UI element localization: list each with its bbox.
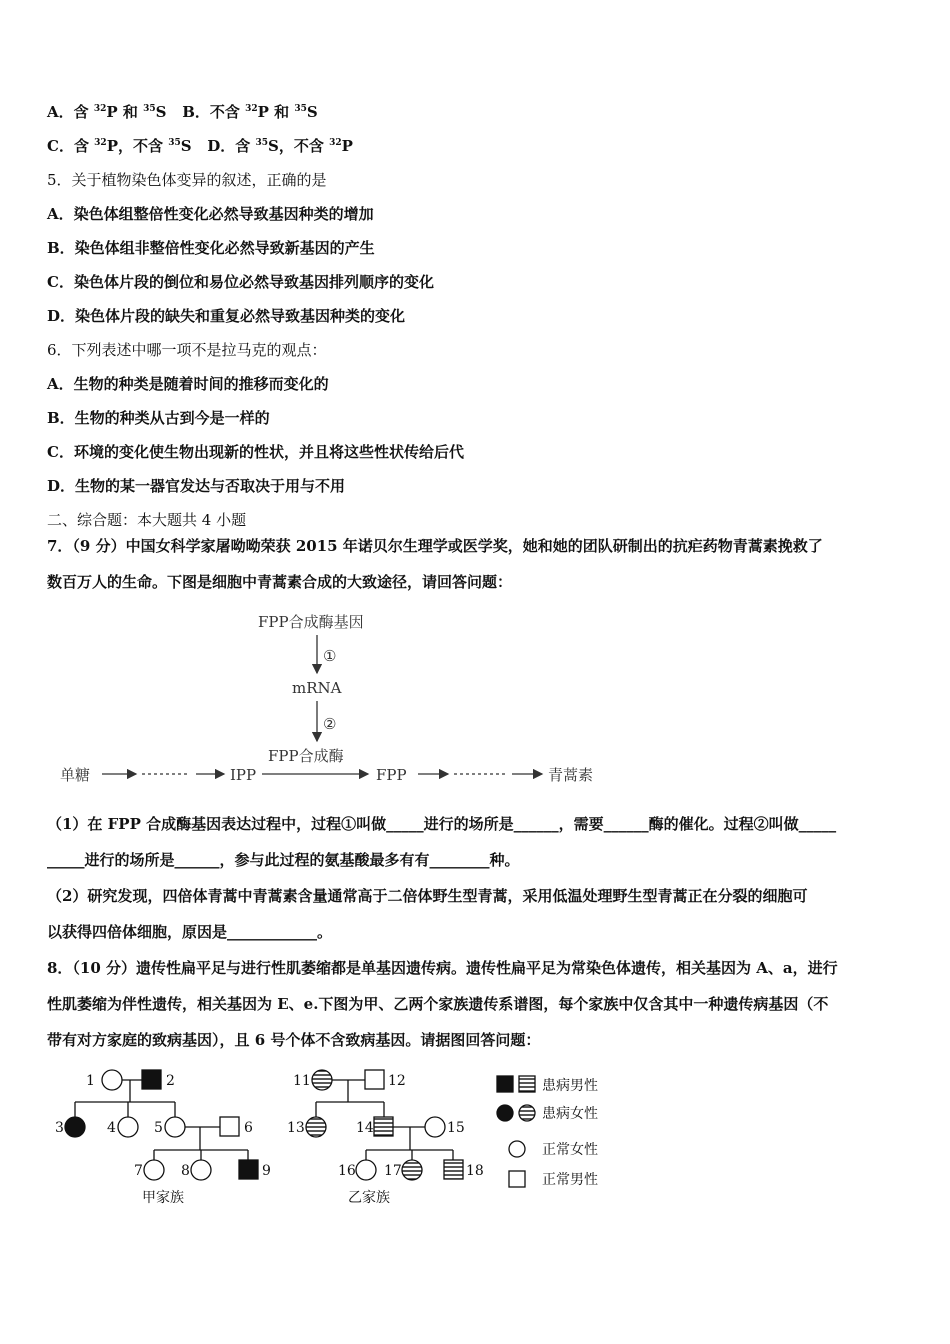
sup: 32 (94, 138, 107, 148)
label-8: 8 (181, 1163, 190, 1179)
text: S (306, 103, 318, 121)
q6-option-c: C．环境的变化使生物出现新的性状，并且将这些性状传给后代 (47, 443, 464, 461)
q7-sub1-line1: （1）在 FPP 合成酶基因表达过程中，过程①叫做_____进行的场所是______，需要______酶的催化。过程②叫做_____ (47, 815, 837, 833)
q6-option-b: B．生物的种类从古到今是一样的 (47, 409, 270, 427)
artemisinin-pathway-diagram (40, 605, 640, 795)
gene-label: FPP合成酶基因 (258, 613, 364, 631)
text: S (180, 137, 192, 155)
individual-15 (425, 1117, 445, 1137)
text: P，不含 (106, 137, 169, 155)
sup: 35 (294, 104, 307, 114)
individual-16 (356, 1160, 376, 1180)
q6-stem: 6．下列表述中哪一项不是拉马克的观点： (47, 341, 327, 359)
q4-options-line2 (47, 136, 353, 156)
section-heading: 二、综合题：本大题共 4 小题 (47, 511, 247, 529)
individual-12 (365, 1070, 384, 1089)
label-6: 6 (244, 1120, 253, 1136)
label-7: 7 (134, 1163, 143, 1179)
label-12: 12 (388, 1073, 406, 1089)
legend-normal-male-label: 正常男性 (542, 1172, 598, 1188)
label-13: 13 (287, 1120, 305, 1136)
q7-line2: 数百万人的生命。下图是细胞中青蒿素合成的大致途径，请回答问题： (47, 573, 513, 591)
individual-4 (118, 1117, 138, 1137)
q7-sub2-line1: （2）研究发现，四倍体青蒿中青蒿素含量通常高于二倍体野生型青蒿，采用低温处理野生型青蒿正在分裂的细胞可 (47, 887, 808, 905)
sup: 32 (329, 138, 342, 148)
q7-sub2-line2: 以获得四倍体细胞，原因是____________。 (47, 923, 333, 941)
fpp-label: FPP (376, 766, 407, 784)
q5-option-d: D．染色体片段的缺失和重复必然导致基因种类的变化 (47, 307, 406, 325)
legend-normal-male-symbol (509, 1171, 525, 1187)
family-jia-label: 甲家族 (142, 1190, 184, 1206)
opt-c-label: C．含 (47, 137, 95, 155)
label-5: 5 (154, 1120, 163, 1136)
label-3: 3 (55, 1120, 64, 1136)
label-4: 4 (107, 1120, 116, 1136)
family-yi-label: 乙家族 (348, 1190, 390, 1206)
sugar-label: 单糖 (60, 766, 91, 784)
q5-option-a: A．染色体组整倍性变化必然导致基因种类的增加 (47, 205, 374, 223)
q8-line1: 8．（10 分）遗传性扁平足与进行性肌萎缩都是单基因遗传病。遗传性扁平足为常染色体遗传，相关基因为 A、a，进行 (47, 959, 838, 977)
legend-affected-male-label: 患病男性 (542, 1078, 598, 1094)
q8-line2: 性肌萎缩为伴性遗传，相关基因为 E、e.下图为甲、乙两个家族遗传系谱图，每个家族中仅含其中一种遗传病基因（不 (47, 995, 829, 1013)
individual-17 (402, 1160, 422, 1180)
individual-5 (165, 1117, 185, 1137)
individual-18 (444, 1160, 463, 1179)
label-15: 15 (447, 1120, 465, 1136)
individual-6 (220, 1117, 239, 1136)
legend-affected-female-label: 患病女性 (542, 1106, 598, 1122)
text: S，不含 (268, 137, 330, 155)
text: S (155, 103, 167, 121)
step2-label: ② (323, 715, 337, 733)
legend-affected-female-solid (497, 1105, 513, 1121)
label-2: 2 (166, 1073, 175, 1089)
legend-normal-female-symbol (509, 1141, 525, 1157)
q4-options-line1 (47, 102, 318, 122)
sup: 35 (255, 138, 269, 148)
text: P 和 (257, 103, 295, 121)
q7-line1: 7．（9 分）中国女科学家屠呦呦荣获 2015 年诺贝尔生理学或医学奖，她和她的团队研制出的抗疟药物青蒿素挽救了 (47, 537, 823, 555)
ipp-label: IPP (230, 766, 257, 784)
sup: 35 (143, 104, 156, 114)
individual-8 (191, 1160, 211, 1180)
sup: 32 (93, 104, 107, 114)
sup: 35 (168, 138, 181, 148)
enzyme-label: FPP合成酶 (268, 747, 344, 765)
label-14: 14 (356, 1120, 374, 1136)
individual-9 (239, 1160, 258, 1179)
opt-b-label: B．不含 (182, 103, 246, 121)
label-1: 1 (86, 1073, 95, 1089)
individual-7 (144, 1160, 164, 1180)
q6-option-a: A．生物的种类是随着时间的推移而变化的 (47, 375, 329, 393)
individual-14 (374, 1117, 393, 1136)
individual-13 (306, 1117, 326, 1137)
mrna-label: mRNA (292, 679, 342, 697)
individual-3 (65, 1117, 85, 1137)
q5-stem: 5．关于植物染色体变异的叙述，正确的是 (47, 171, 327, 189)
individual-11 (312, 1070, 332, 1090)
text: P (341, 137, 353, 155)
label-18: 18 (466, 1163, 484, 1179)
label-9: 9 (262, 1163, 271, 1179)
text: P 和 (106, 103, 144, 121)
legend-affected-male-striped (519, 1076, 535, 1092)
legend-normal-female-label: 正常女性 (542, 1142, 598, 1158)
pedigree-diagrams (50, 1062, 620, 1212)
artemisinin-label: 青蒿素 (548, 766, 594, 784)
label-11: 11 (293, 1073, 311, 1089)
label-17: 17 (384, 1163, 402, 1179)
legend-affected-female-striped (519, 1105, 535, 1121)
opt-d-label: D．含 (207, 137, 256, 155)
sup: 32 (245, 104, 258, 114)
step1-label: ① (323, 647, 337, 665)
individual-2 (142, 1070, 161, 1089)
opt-a-label: A．含 (47, 103, 94, 121)
q7-sub1-line2: _____进行的场所是______，参与此过程的氨基酸最多有有________种。 (47, 851, 520, 869)
q5-option-b: B．染色体组非整倍性变化必然导致新基因的产生 (47, 239, 375, 257)
q5-option-c: C．染色体片段的倒位和易位必然导致基因排列顺序的变化 (47, 273, 434, 291)
individual-1 (102, 1070, 122, 1090)
q6-option-d: D．生物的某一器官发达与否取决于用与不用 (47, 477, 346, 495)
legend-affected-male-solid (497, 1076, 513, 1092)
label-16: 16 (338, 1163, 356, 1179)
q8-line3: 带有对方家庭的致病基因），且 6 号个体不含致病基因。请据图回答问题： (47, 1031, 541, 1049)
